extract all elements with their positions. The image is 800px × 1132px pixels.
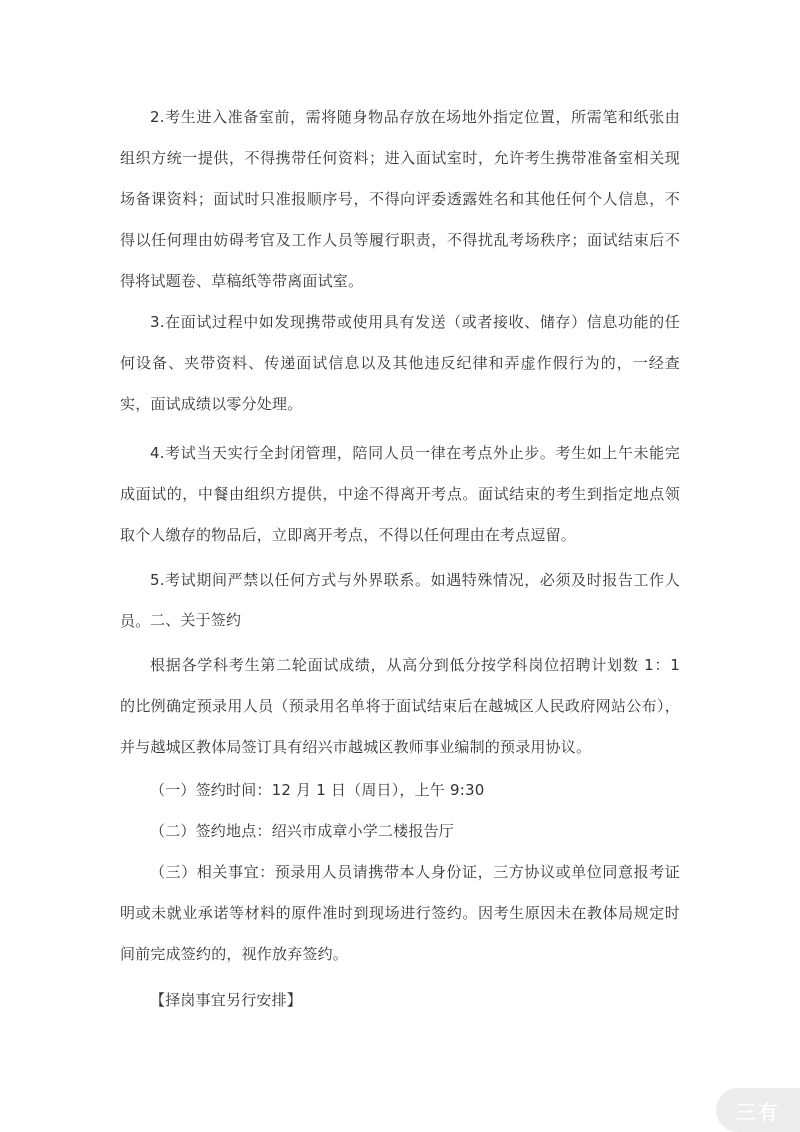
paragraph-item-3: 3.在面试过程中如发现携带或使用具有发送（或者接收、储存）信息功能的任何设备、夹带资料、传递面试信息以及其他违反纪律和弄虚作假行为的，一经查实，面试成绩以零分处理。: [120, 313, 680, 413]
paragraph-item-2: 2.考生进入准备室前，需将随身物品存放在场地外指定位置，所需笔和纸张由组织方统一提供，不得携带任何资料；进入面试室时，允许考生携带准备室相关现场备课资料；面试时只准报顺序号，不得向评委透露姓名和其他任何个人信息，不得以任何理由妨碍考官及工作人员等履行职责，不得扰乱考场秩序；面试结束后不得将试题卷、草稿纸等带离面试室。: [120, 108, 680, 290]
paragraph-item-4: 4.考试当天实行全封闭管理，陪同人员一律在考点外止步。考生如上午未能完成面试的，中餐由组织方提供，中途不得离开考点。面试结束的考生到指定地点领取个人缴存的物品后，立即离开考点，不得以任何理由在考点逗留。: [120, 444, 680, 544]
paragraph-signing-matters: （三）相关事宜：预录用人员请携带本人身份证，三方协议或单位同意报考证明或未就业承诺等材料的原件准时到现场进行签约。因考生原因未在教体局规定时间前完成签约的，视作放弃签约。: [120, 863, 680, 963]
paragraph-item-5: 5.考试期间严禁以任何方式与外界联系。如遇特殊情况，必须及时报告工作人员。: [120, 571, 680, 630]
paragraph-signing-rule: 根据各学科考生第二轮面试成绩，从高分到低分按学科岗位招聘计划数 1：1 的比例确定预录用人员（预录用名单将于面试结束后在越城区人民政府网站公布），并与越城区教体局签订具有绍兴市越城区教师事业编制的预录用协议。: [120, 656, 680, 756]
paragraph-signing-time: （一）签约时间：12 月 1 日（周日），上午 9:30: [150, 781, 485, 799]
watermark-text: 三有: [736, 1099, 780, 1124]
section-heading-signing: 二、关于签约: [150, 611, 242, 629]
paragraph-signing-location: （二）签约地点：绍兴市成章小学二楼报告厅: [150, 822, 455, 840]
site-watermark: [716, 1088, 800, 1132]
paragraph-post-selection-note: 【择岗事宜另行安排】: [150, 991, 303, 1009]
